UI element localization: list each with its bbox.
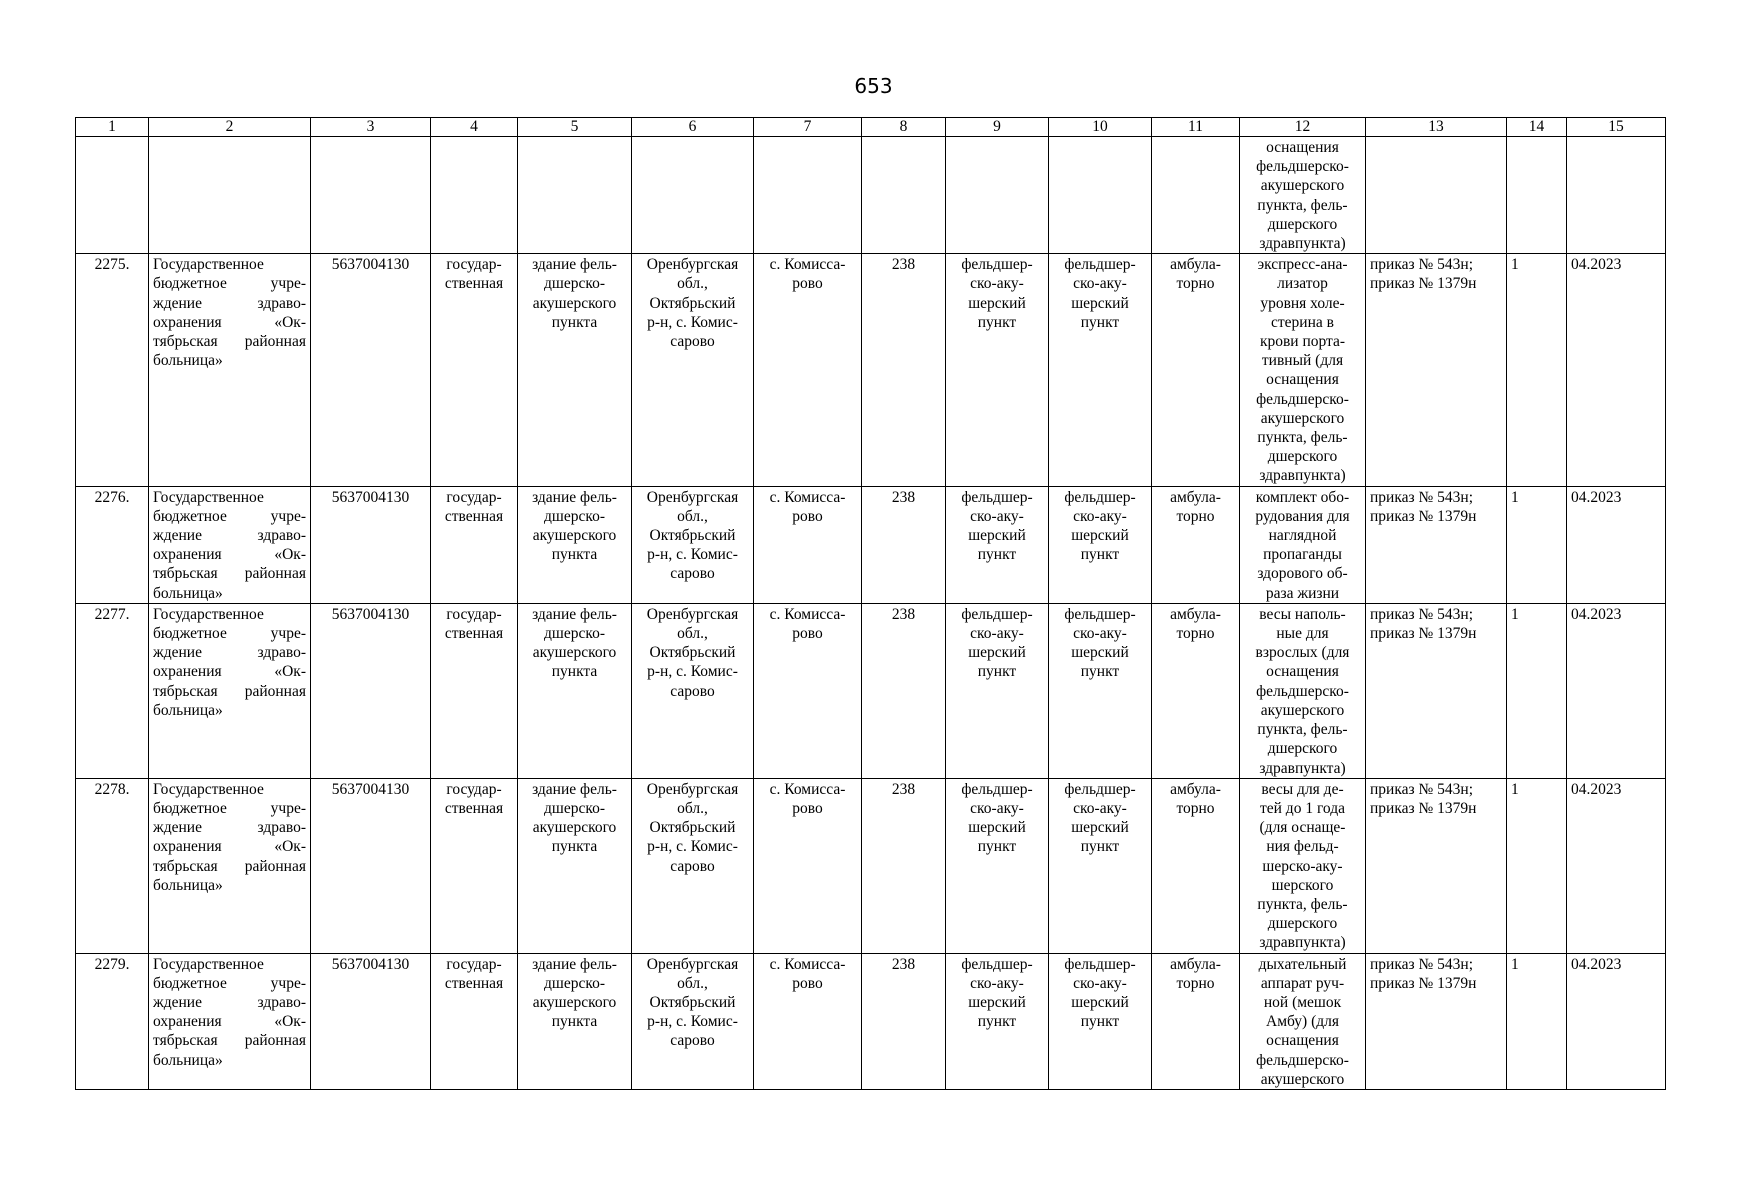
unit-type-cell: фельдшер- ско-аку- шерский пункт <box>946 778 1049 953</box>
code-cell: 238 <box>862 486 946 603</box>
table-row <box>76 778 1666 953</box>
equipment-cell: экспресс-ана- лизатор уровня холе- стерина в крови порта- тивный (для оснащения фельдшерско- акушерского пункта, фель- дшерского здравпункта) <box>1240 254 1366 486</box>
empty-cell <box>1152 137 1240 254</box>
unit-type-cell: фельдшер- ско-аку- шерский пункт <box>1049 953 1152 1089</box>
empty-cell <box>1366 137 1507 254</box>
empty-cell <box>1049 137 1152 254</box>
unit-type-cell: фельдшер- ско-аку- шерский пункт <box>1049 778 1152 953</box>
care-type-cell: амбула- торно <box>1152 953 1240 1089</box>
unit-type-cell: фельдшер- ско-аку- шерский пункт <box>1049 603 1152 778</box>
organization-cell: Государственное бюджетное учре-ждение здраво-охранения «Ок-тябрьская районная больница» <box>149 778 311 953</box>
inn-cell: 5637004130 <box>311 603 431 778</box>
organization-cell: Государственное бюджетное учре-ждение здраво-охранения «Ок-тябрьская районная больница» <box>149 486 311 603</box>
quantity-cell: 1 <box>1507 953 1567 1089</box>
building-cell: здание фель- дшерско- акушерского пункта <box>518 603 632 778</box>
inn-cell: 5637004130 <box>311 254 431 486</box>
empty-cell <box>946 137 1049 254</box>
address-cell: Оренбургская обл., Октябрьский р-н, с. Комис- сарово <box>632 254 754 486</box>
table-row <box>76 254 1666 486</box>
row-number: 2277. <box>76 603 149 778</box>
building-cell: здание фель- дшерско- акушерского пункта <box>518 778 632 953</box>
code-cell: 238 <box>862 953 946 1089</box>
column-number: 11 <box>1152 118 1240 137</box>
organization-cell: Государственное бюджетное учре-ждение здраво-охранения «Ок-тябрьская районная больница» <box>149 603 311 778</box>
row-number: 2278. <box>76 778 149 953</box>
equipment-cell: весы наполь- ные для взрослых (для оснащения фельдшерско- акушерского пункта, фель- дшерского здравпункта) <box>1240 603 1366 778</box>
care-type-cell: амбула- торно <box>1152 486 1240 603</box>
row-number: 2276. <box>76 486 149 603</box>
empty-cell <box>149 137 311 254</box>
building-cell: здание фель- дшерско- акушерского пункта <box>518 953 632 1089</box>
column-number: 9 <box>946 118 1049 137</box>
locality-cell: с. Комисса- рово <box>754 486 862 603</box>
column-number: 2 <box>149 118 311 137</box>
inn-cell: 5637004130 <box>311 953 431 1089</box>
empty-cell <box>1567 137 1666 254</box>
column-number: 4 <box>431 118 518 137</box>
address-cell: Оренбургская обл., Октябрьский р-н, с. Комис- сарово <box>632 778 754 953</box>
quantity-cell: 1 <box>1507 254 1567 486</box>
column-number: 7 <box>754 118 862 137</box>
locality-cell: с. Комисса- рово <box>754 603 862 778</box>
date-cell: 04.2023 <box>1567 603 1666 778</box>
unit-type-cell: фельдшер- ско-аку- шерский пункт <box>1049 254 1152 486</box>
order-cell: приказ № 543н; приказ № 1379н <box>1366 603 1507 778</box>
unit-type-cell: фельдшер- ско-аку- шерский пункт <box>946 953 1049 1089</box>
column-number: 6 <box>632 118 754 137</box>
empty-cell <box>754 137 862 254</box>
code-cell: 238 <box>862 254 946 486</box>
empty-cell <box>76 137 149 254</box>
order-cell: приказ № 543н; приказ № 1379н <box>1366 486 1507 603</box>
unit-type-cell: фельдшер- ско-аку- шерский пункт <box>946 254 1049 486</box>
table-row <box>76 486 1666 603</box>
equipment-cell: весы для де- тей до 1 года (для оснаще- ния фельд- шерско-аку- шерского пункта, фель- дшерского здравпункта) <box>1240 778 1366 953</box>
building-cell: здание фель- дшерско- акушерского пункта <box>518 254 632 486</box>
locality-cell: с. Комисса- рово <box>754 254 862 486</box>
address-cell: Оренбургская обл., Октябрьский р-н, с. Комис- сарово <box>632 603 754 778</box>
organization-cell: Государственное бюджетное учре-ждение здраво-охранения «Ок-тябрьская районная больница» <box>149 953 311 1089</box>
continuation-row <box>76 137 1666 254</box>
care-type-cell: амбула- торно <box>1152 778 1240 953</box>
table-row <box>76 603 1666 778</box>
column-number: 3 <box>311 118 431 137</box>
quantity-cell: 1 <box>1507 778 1567 953</box>
locality-cell: с. Комисса- рово <box>754 953 862 1089</box>
ownership-form-cell: государ- ственная <box>431 953 518 1089</box>
column-number: 13 <box>1366 118 1507 137</box>
equipment-cell: дыхательный аппарат руч- ной (мешок Амбу) (для оснащения фельдшерско- акушерского <box>1240 953 1366 1089</box>
equipment-cell: комплект обо- рудования для наглядной пропаганды здорового об- раза жизни <box>1240 486 1366 603</box>
row-number: 2275. <box>76 254 149 486</box>
column-number: 1 <box>76 118 149 137</box>
empty-cell <box>431 137 518 254</box>
date-cell: 04.2023 <box>1567 778 1666 953</box>
date-cell: 04.2023 <box>1567 254 1666 486</box>
column-number: 14 <box>1507 118 1567 137</box>
row-number: 2279. <box>76 953 149 1089</box>
column-number: 8 <box>862 118 946 137</box>
empty-cell <box>311 137 431 254</box>
registry-table <box>75 117 1666 1090</box>
ownership-form-cell: государ- ственная <box>431 603 518 778</box>
column-number: 12 <box>1240 118 1366 137</box>
empty-cell <box>518 137 632 254</box>
column-number: 10 <box>1049 118 1152 137</box>
unit-type-cell: фельдшер- ско-аку- шерский пункт <box>946 603 1049 778</box>
empty-cell <box>862 137 946 254</box>
empty-cell <box>1507 137 1567 254</box>
order-cell: приказ № 543н; приказ № 1379н <box>1366 254 1507 486</box>
quantity-cell: 1 <box>1507 603 1567 778</box>
code-cell: 238 <box>862 603 946 778</box>
date-cell: 04.2023 <box>1567 953 1666 1089</box>
care-type-cell: амбула- торно <box>1152 603 1240 778</box>
equipment-cell: оснащения фельдшерско- акушерского пункта, фель- дшерского здравпункта) <box>1240 137 1366 254</box>
address-cell: Оренбургская обл., Октябрьский р-н, с. Комис- сарово <box>632 953 754 1089</box>
building-cell: здание фель- дшерско- акушерского пункта <box>518 486 632 603</box>
column-number-row <box>76 118 1666 137</box>
address-cell: Оренбургская обл., Октябрьский р-н, с. Комис- сарово <box>632 486 754 603</box>
empty-cell <box>632 137 754 254</box>
unit-type-cell: фельдшер- ско-аку- шерский пункт <box>1049 486 1152 603</box>
order-cell: приказ № 543н; приказ № 1379н <box>1366 778 1507 953</box>
column-number: 5 <box>518 118 632 137</box>
page-number: 653 <box>854 74 893 98</box>
locality-cell: с. Комисса- рово <box>754 778 862 953</box>
ownership-form-cell: государ- ственная <box>431 486 518 603</box>
inn-cell: 5637004130 <box>311 486 431 603</box>
column-number: 15 <box>1567 118 1666 137</box>
organization-cell: Государственное бюджетное учре-ждение здраво-охранения «Ок-тябрьская районная больница» <box>149 254 311 486</box>
table-row <box>76 953 1666 1089</box>
ownership-form-cell: государ- ственная <box>431 778 518 953</box>
code-cell: 238 <box>862 778 946 953</box>
quantity-cell: 1 <box>1507 486 1567 603</box>
order-cell: приказ № 543н; приказ № 1379н <box>1366 953 1507 1089</box>
care-type-cell: амбула- торно <box>1152 254 1240 486</box>
unit-type-cell: фельдшер- ско-аку- шерский пункт <box>946 486 1049 603</box>
inn-cell: 5637004130 <box>311 778 431 953</box>
date-cell: 04.2023 <box>1567 486 1666 603</box>
ownership-form-cell: государ- ственная <box>431 254 518 486</box>
